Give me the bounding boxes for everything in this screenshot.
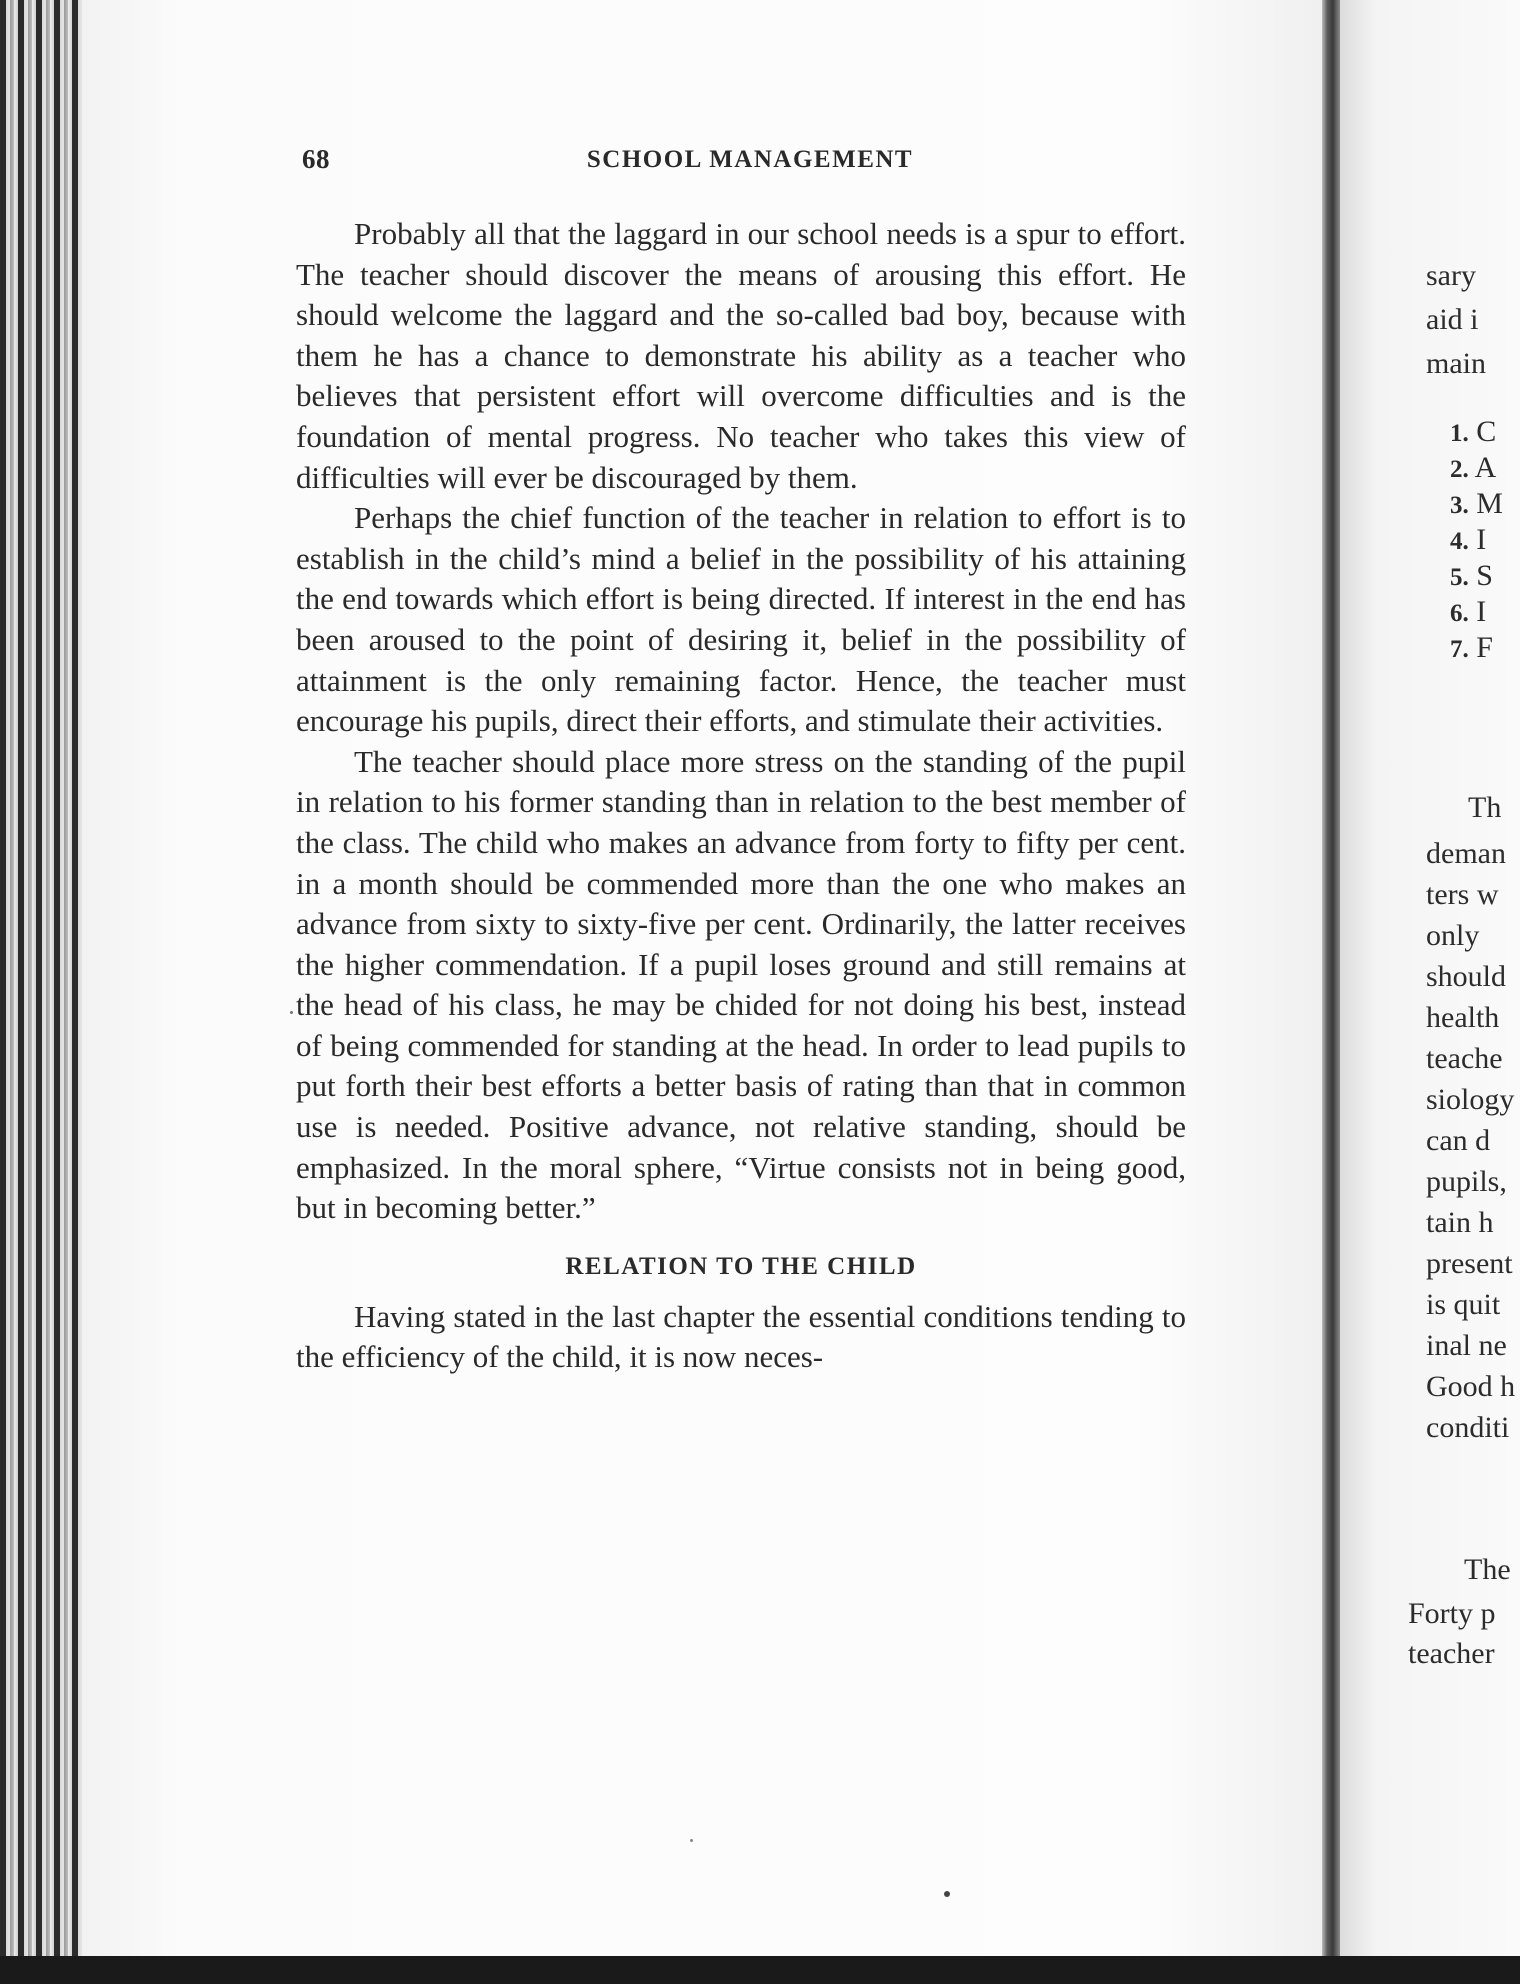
book-bottom-edge <box>0 1956 1520 1984</box>
book-page-edges <box>0 0 82 1984</box>
right-line: deman <box>1426 837 1506 870</box>
right-line: health <box>1426 1001 1500 1034</box>
right-list-item: 1. C <box>1450 415 1497 448</box>
paragraph-relation-to-child: Having stated in the last chapter the essential conditions tending to the efficiency of the child, it is now neces- <box>296 1298 1186 1375</box>
right-line: can d <box>1426 1124 1491 1157</box>
right-list-item: 4. I <box>1450 523 1487 556</box>
right-line: pupils, <box>1426 1165 1507 1198</box>
right-line: tain h <box>1426 1206 1494 1239</box>
right-line: ters w <box>1426 878 1499 911</box>
right-list-item: 6. I <box>1450 595 1487 628</box>
right-line: teache <box>1426 1042 1503 1075</box>
right-list-item: 3. M <box>1450 487 1503 520</box>
right-line: Good h <box>1426 1370 1516 1403</box>
book-gutter <box>1322 0 1340 1956</box>
right-line: conditi <box>1426 1411 1510 1444</box>
text-column <box>296 214 1186 1378</box>
paragraph-laggard: Probably all that the laggard in our school needs is a spur to effort. The teacher should discover the means of arousing this effort. He should welcome the laggard and the so-called bad boy, because with them he has a chance to demonstrate his ability as a teacher who believes that persistent effort will overcome difficulties and is the foundation of mental progress. No teacher who takes this view of difficulties will ever be discouraged by them. <box>296 216 1186 495</box>
right-line: inal ne <box>1426 1329 1507 1362</box>
paragraph-function-of-teacher: Perhaps the chief function of the teacher in relation to effort is to establish in the child’s mind a belief in the possibility of his attaining the end towards which effort is being directed. If interest in the end has been aroused to the point of desiring it, belief in the possibility of attainment is the only remaining factor. Hence, the teacher must encourage his pupils, direct their efforts, and stimulate their activities. <box>296 500 1186 739</box>
right-list-item: 2. A <box>1450 451 1497 484</box>
right-line: teacher <box>1408 1637 1495 1670</box>
print-speck <box>290 1011 293 1014</box>
right-line: Forty p <box>1408 1597 1496 1630</box>
print-speck <box>944 1891 950 1897</box>
right-line: main <box>1426 347 1486 380</box>
right-page <box>1340 0 1520 1956</box>
right-line: sary <box>1426 259 1476 292</box>
running-title: SCHOOL MANAGEMENT <box>586 146 914 173</box>
right-line: The <box>1464 1553 1511 1586</box>
right-page-text <box>1340 0 1520 1956</box>
right-line: present <box>1426 1247 1513 1280</box>
right-list-item: 7. F <box>1450 631 1493 664</box>
print-speck <box>690 1839 693 1842</box>
right-line: is quit <box>1426 1288 1501 1321</box>
right-line: should <box>1426 960 1507 993</box>
running-head <box>302 144 1198 184</box>
page-number: 68 <box>302 144 330 174</box>
right-line: siology <box>1426 1083 1515 1116</box>
right-line: only <box>1426 919 1480 952</box>
right-list-item: 5. S <box>1450 559 1493 592</box>
right-line: aid i <box>1426 303 1479 336</box>
paragraph-standing: The teacher should place more stress on the standing of the pupil in relation to his former standing than in relation to the best member of the class. The child who makes an advance from forty to fifty per cent. in a month should be commended more than the one who makes an advance from sixty to sixty-five per cent. Ordinarily, the latter receives the higher commendation. If a pupil loses ground and still remains at the head of his class, he may be chided for not doing his best, instead of being commended for standing at the head. In order to lead pupils to put forth their best efforts a better basis of rating than that in common use is needed. Positive advance, not relative standing, should be emphasized. In the moral sphere, “Virtue consists not in being good, but in becoming better.” <box>296 743 1186 1226</box>
section-heading: RELATION TO THE CHILD <box>565 1252 917 1280</box>
right-line: Th <box>1468 791 1502 824</box>
